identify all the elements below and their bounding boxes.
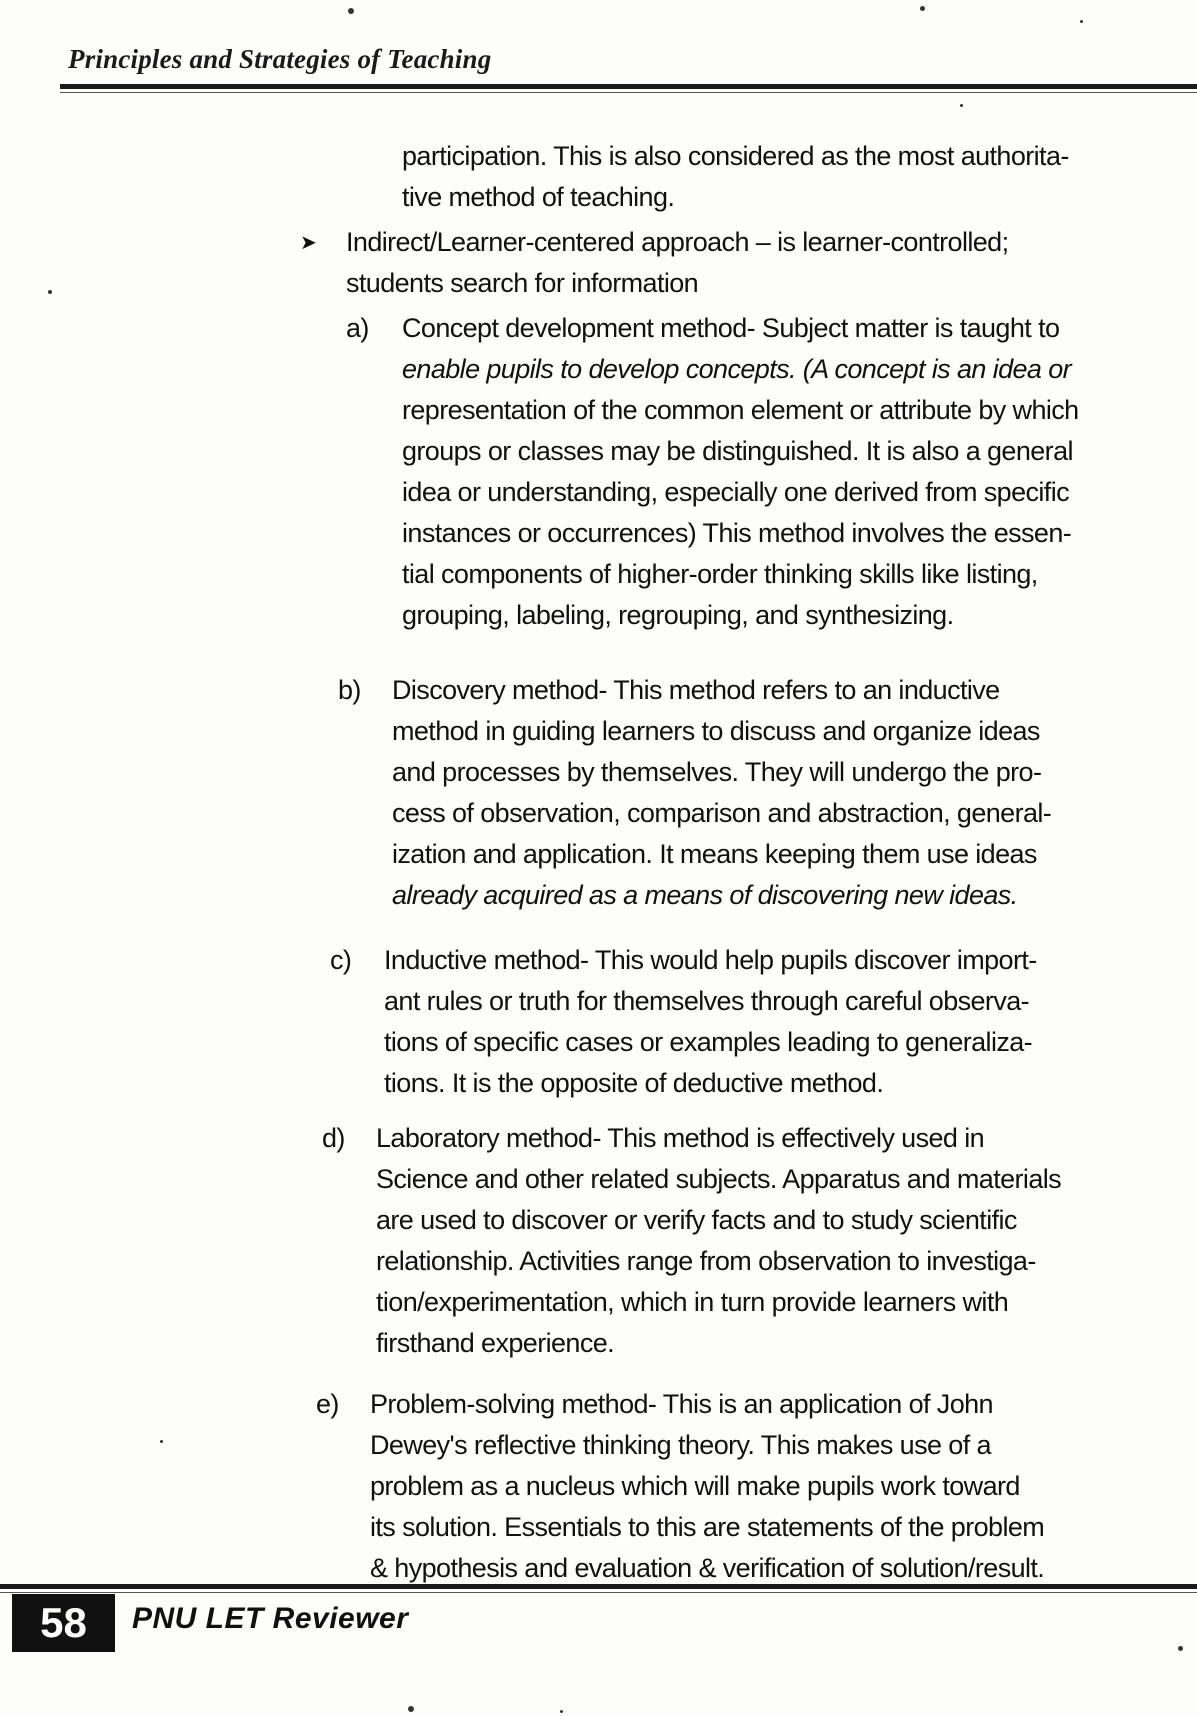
scan-speck [960, 104, 963, 107]
text-line: Discovery method- This method refers to an inductive [392, 675, 1000, 705]
page-number: 58 [12, 1594, 115, 1652]
text-line: Laboratory method- This method is effectively used in [376, 1123, 985, 1153]
text-line: representation of the common element or attribute by which [402, 395, 1079, 425]
scan-speck [348, 8, 354, 14]
item-label-e: e) [316, 1389, 339, 1419]
list-item-discovery [392, 670, 1192, 916]
header-rule [60, 84, 1197, 89]
text-line: Dewey's reflective thinking theory. This makes use of a [370, 1430, 991, 1460]
text-line: Science and other related subjects. Apparatus and materials [376, 1164, 1062, 1194]
text-line: its solution. Essentials to this are statements of the problem [370, 1512, 1045, 1542]
text-line: method in guiding learners to discuss and organize ideas [392, 716, 1040, 746]
text-line: cess of observation, comparison and abstraction, general- [392, 798, 1052, 828]
text-line: participation. This is also considered as the most authorita- [402, 141, 1069, 171]
text-line: and processes by themselves. They will undergo the pro- [392, 757, 1042, 787]
text-line: idea or understanding, especially one derived from specific [402, 477, 1069, 507]
text-line: ization and application. It means keeping them use ideas [392, 839, 1037, 869]
text-line: tial components of higher-order thinking skills like listing, [402, 559, 1038, 589]
item-label-b: b) [338, 675, 361, 705]
text-line: & hypothesis and evaluation & verification of solution/result. [370, 1553, 1045, 1583]
list-item-concept-development [402, 308, 1192, 636]
list-item-laboratory [376, 1118, 1192, 1364]
text-line: Indirect/Learner-centered approach – is learner-controlled; [346, 227, 1009, 257]
list-item-problem-solving [370, 1384, 1192, 1589]
text-line: tions. It is the opposite of deductive method. [384, 1068, 884, 1098]
text-line: firsthand experience. [376, 1328, 615, 1358]
text-line: are used to discover or verify facts and to study scientific [376, 1205, 1017, 1235]
scan-speck [560, 1710, 563, 1713]
footer-rule-thin [0, 1592, 1197, 1593]
continued-paragraph [402, 136, 1182, 218]
text-line: instances or occurrences) This method involves the essen- [402, 518, 1072, 548]
scan-speck [920, 6, 925, 11]
text-line: students search for information [346, 268, 699, 298]
item-label-a: a) [346, 313, 369, 343]
text-line: enable pupils to develop concepts. (A concept is an idea or [402, 354, 1072, 384]
running-head-title: Principles and Strategies of Teaching [68, 44, 492, 74]
text-line: problem as a nucleus which will make pupils work toward [370, 1471, 1020, 1501]
list-item-inductive [384, 940, 1192, 1104]
text-line: grouping, labeling, regrouping, and synthesizing. [402, 600, 954, 630]
scan-speck [1080, 20, 1083, 23]
footer-book-title: PNU LET Reviewer [132, 1602, 409, 1635]
scan-speck [48, 290, 52, 294]
text-line: Problem-solving method- This is an application of John [370, 1389, 993, 1419]
text-line: already acquired as a means of discovering new ideas. [392, 880, 1018, 910]
scan-speck [408, 1706, 414, 1712]
header-rule-thin [60, 92, 1197, 93]
bullet-paragraph [346, 222, 1186, 304]
scan-speck [1178, 1646, 1183, 1651]
text-line: tion/experimentation, which in turn provide learners with [376, 1287, 1009, 1317]
text-line: Concept development method- Subject matter is taught to [402, 313, 1060, 343]
text-line: Inductive method- This would help pupils discover import- [384, 945, 1037, 975]
text-line: tions of specific cases or examples leading to generaliza- [384, 1027, 1033, 1057]
bullet-arrow-icon: ➤ [300, 232, 317, 254]
footer-rule [0, 1584, 1197, 1589]
text-line: relationship. Activities range from observation to investiga- [376, 1246, 1036, 1276]
text-line: tive method of teaching. [402, 182, 675, 212]
text-line: ant rules or truth for themselves through careful observa- [384, 986, 1030, 1016]
scan-speck [160, 1440, 163, 1443]
item-label-c: c) [330, 945, 352, 975]
text-line: groups or classes may be distinguished. It is also a general [402, 436, 1073, 466]
item-label-d: d) [322, 1123, 345, 1153]
